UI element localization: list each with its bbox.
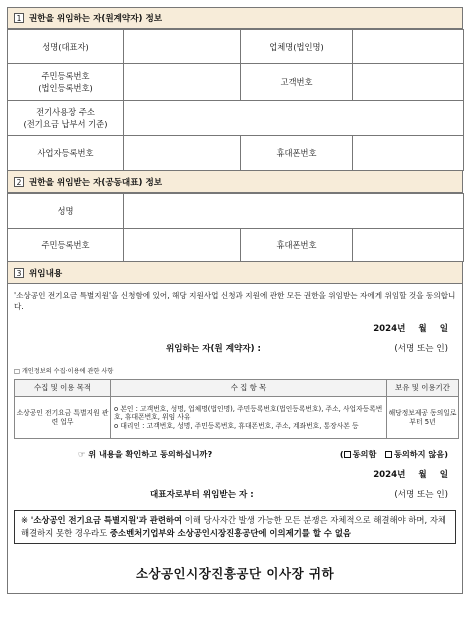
address-label <box>8 101 124 136</box>
section1-title: 권한을 위임하는 자(원계약자) 정보 <box>29 14 163 24</box>
section2-title: 권한을 위임받는 자(공동대표) 정보 <box>29 177 163 188</box>
name-label: 성명(대표자) <box>8 30 124 64</box>
delegate-label: 대표자로부터 위임받는 자 : <box>150 490 254 500</box>
resident-number-field[interactable] <box>124 64 241 101</box>
delegate-name-label: 성명 <box>8 194 124 229</box>
consent-header-purpose: 수집 및 이용 목적 <box>15 380 111 397</box>
mobile-label: 휴대폰번호 <box>241 136 353 171</box>
delegator-signature-field[interactable]: (서명 또는 인) <box>394 344 448 354</box>
company-label: 업체명(법인명) <box>241 30 353 64</box>
agree-option[interactable] <box>344 449 377 459</box>
consent-purpose: 소상공인 전기요금 특별지원 관련 업무 <box>15 397 111 439</box>
agreement-question: ☞ 위 내용을 확인하고 동의하십니까? <box>78 449 213 459</box>
recipient-footer: 소상공인시장진흥공단 이사장 귀하 <box>135 566 335 581</box>
delegate-signature-row <box>14 488 456 500</box>
section2-table <box>7 193 464 262</box>
delegate-name-field[interactable] <box>124 194 464 229</box>
section1-number: 1 <box>14 13 24 23</box>
resident-number-label-line2: (법인등록번호) <box>38 83 93 93</box>
consent-table <box>14 379 459 439</box>
consent-item-agent: o 대리인 : 고객번호, 성명, 주민등록번호, 휴대폰번호, 주소, 계좌번호, 통장사본 등 <box>114 421 359 430</box>
notice-box <box>14 510 456 544</box>
consent-header-items: 수 집 항 목 <box>111 380 387 397</box>
delegation-statement: '소상공인 전기요금 특별지원'을 신청함에 있어, 해당 지원사업 신청과 지원에 관한 모든 권한을 위임받는 자에게 위임할 것을 동의합니다. <box>14 291 456 311</box>
delegator-signature-row <box>14 342 456 354</box>
delegate-mobile-label: 휴대폰번호 <box>241 229 353 262</box>
notice-bold-2: 중소벤처기업부와 소상공인시장진흥공단에 이의제기를 할 수 없음 <box>109 528 351 538</box>
agreement-row <box>14 449 456 460</box>
section3-body <box>7 284 463 594</box>
notice-bold-1: '소상공인 전기요금 특별지원'과 관련하여 <box>30 515 183 525</box>
customer-number-field[interactable] <box>353 64 464 101</box>
address-label-line2: (전기요금 납부서 기준) <box>23 119 108 129</box>
disagree-option[interactable] <box>385 449 444 459</box>
section3-number: 3 <box>14 268 24 278</box>
section1-table <box>7 29 464 171</box>
disagree-label: 동의하지 않음 <box>393 449 445 459</box>
name-field[interactable] <box>124 30 241 64</box>
disagree-checkbox-icon[interactable] <box>385 451 392 458</box>
signing-date-2: 2024년 월 일 <box>373 470 448 480</box>
address-field[interactable] <box>124 101 464 136</box>
delegate-signature-field[interactable]: (서명 또는 인) <box>394 490 448 500</box>
customer-number-label: 고객번호 <box>241 64 353 101</box>
address-label-line1: 전기사용장 주소 <box>36 107 95 117</box>
consent-item-self: o 본인 : 고객번호, 성명, 업체명(법인명), 주민등록번호(법인등록번호), 주소, 사업자등록번호, 휴대폰번호, 위임 사유 <box>114 404 383 422</box>
notice-text: 이해 당사자간 발생 가능한 모든 분쟁은 자체적으로 해결해야 하며, 자체 해결하지 못한 경우라도 <box>21 515 447 538</box>
consent-header-period: 보유 및 이용기간 <box>387 380 459 397</box>
section2-number: 2 <box>14 177 24 187</box>
agree-label: 동의함 <box>352 449 377 459</box>
delegation-form <box>7 7 463 594</box>
business-number-field[interactable] <box>124 136 241 171</box>
notice-mark: ※ <box>21 515 29 525</box>
delegate-mobile-field[interactable] <box>353 229 464 262</box>
resident-number-label <box>8 64 124 101</box>
signing-date: 2024년 월 일 <box>373 324 448 334</box>
business-number-label: 사업자등록번호 <box>8 136 124 171</box>
mobile-field[interactable] <box>353 136 464 171</box>
delegate-resident-number-field[interactable] <box>124 229 241 262</box>
agreement-options: ( 동의함 동의하지 않음) <box>339 449 448 459</box>
delegator-label: 위임하는 자(원 계약자) : <box>166 344 261 354</box>
section3-header <box>7 262 463 284</box>
resident-number-label-line1: 주민등록번호 <box>41 71 90 81</box>
consent-period: 해당정보제공 동의일로부터 5년 <box>387 397 459 439</box>
consent-items <box>111 397 387 439</box>
company-field[interactable] <box>353 30 464 64</box>
section3-title: 위임내용 <box>29 268 63 279</box>
section2-header <box>7 171 463 193</box>
delegate-resident-number-label: 주민등록번호 <box>8 229 124 262</box>
section1-header <box>7 7 463 29</box>
consent-title: □ 개인정보의 수집·이용에 관한 사항 <box>14 368 114 375</box>
agree-checkbox-icon[interactable] <box>344 451 351 458</box>
